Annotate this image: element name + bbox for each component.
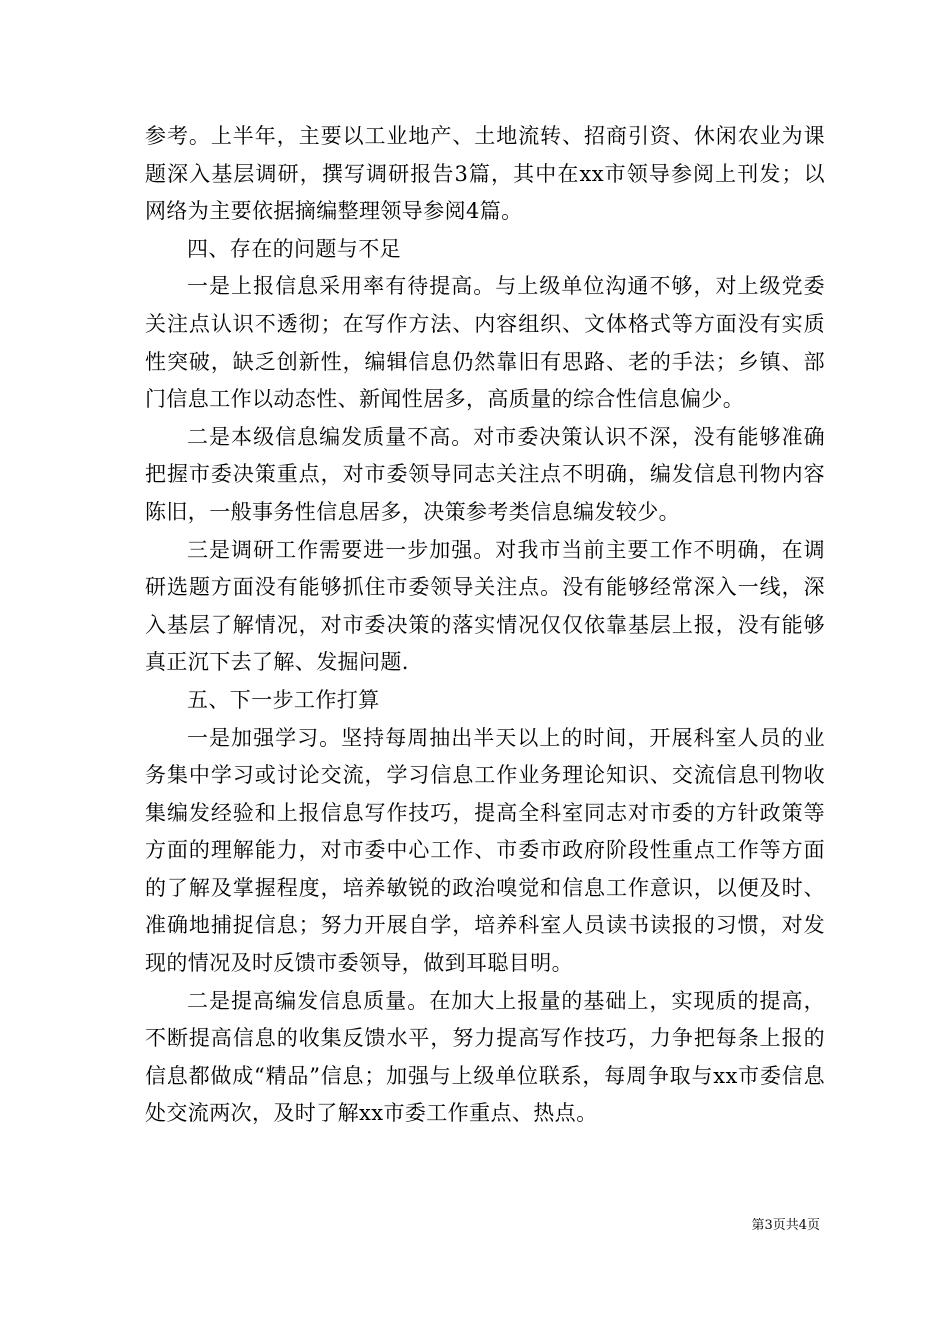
paragraph-plan-2: 二是提高编发信息质量。在加大上报量的基础上，实现质的提高，不断提高信息的收集反馈水平，努力提高写作技巧，力争把每条上报的信息都做成“精品”信息；加强与上级单位联系，每周争取与xx市委信息处交流两次，及时了解xx市委工作重点、热点。 [145,988,825,1126]
section-heading-problems: 四、存在的问题与不足 [187,236,401,261]
paragraph-problem-1: 一是上报信息采用率有待提高。与上级单位沟通不够，对上级党委关注点认识不透彻；在写作方法、内容组织、文体格式等方面没有实质性突破，缺乏创新性，编辑信息仍然靠旧有思路、老的手法；乡镇、部门信息工作以动态性、新闻性居多，高质量的综合性信息偏少。 [145,274,825,412]
paragraph-plan-1: 一是加强学习。坚持每周抽出半天以上的时间，开展科室人员的业务集中学习或讨论交流，学习信息工作业务理论知识、交流信息刊物收集编发经验和上报信息写作技巧，提高全科室同志对市委的方针政策等方面的理解能力，对市委中心工作、市委市政府阶段性重点工作等方面的了解及掌握程度，培养敏锐的政治嗅觉和信息工作意识，以便及时、准确地捕捉信息；努力开展自学，培养科室人员读书读报的习惯，对发现的情况及时反馈市委领导，做到耳聪目明。 [145,725,825,976]
paragraph-problem-2: 二是本级信息编发质量不高。对市委决策认识不深，没有能够准确把握市委决策重点，对市委领导同志关注点不明确，编发信息刊物内容陈旧，一般事务性信息居多，决策参考类信息编发较少。 [145,424,825,524]
page-number: 第3页共4页 [751,1218,820,1233]
paragraph-problem-3: 三是调研工作需要进一步加强。对我市当前主要工作不明确，在调研选题方面没有能够抓住市委领导关注点。没有能够经常深入一线，深入基层了解情况，对市委决策的落实情况仅仅依靠基层上报，没有能够真正沉下去了解、发掘问题. [145,537,825,675]
document-body [145,118,825,1133]
paragraph-continuation: 参考。上半年，主要以工业地产、土地流转、招商引资、休闲农业为课题深入基层调研，撰写调研报告3篇，其中在xx市领导参阅上刊发；以网络为主要依据摘编整理领导参阅4篇。 [145,124,825,224]
section-heading-next-steps: 五、下一步工作打算 [187,687,380,712]
